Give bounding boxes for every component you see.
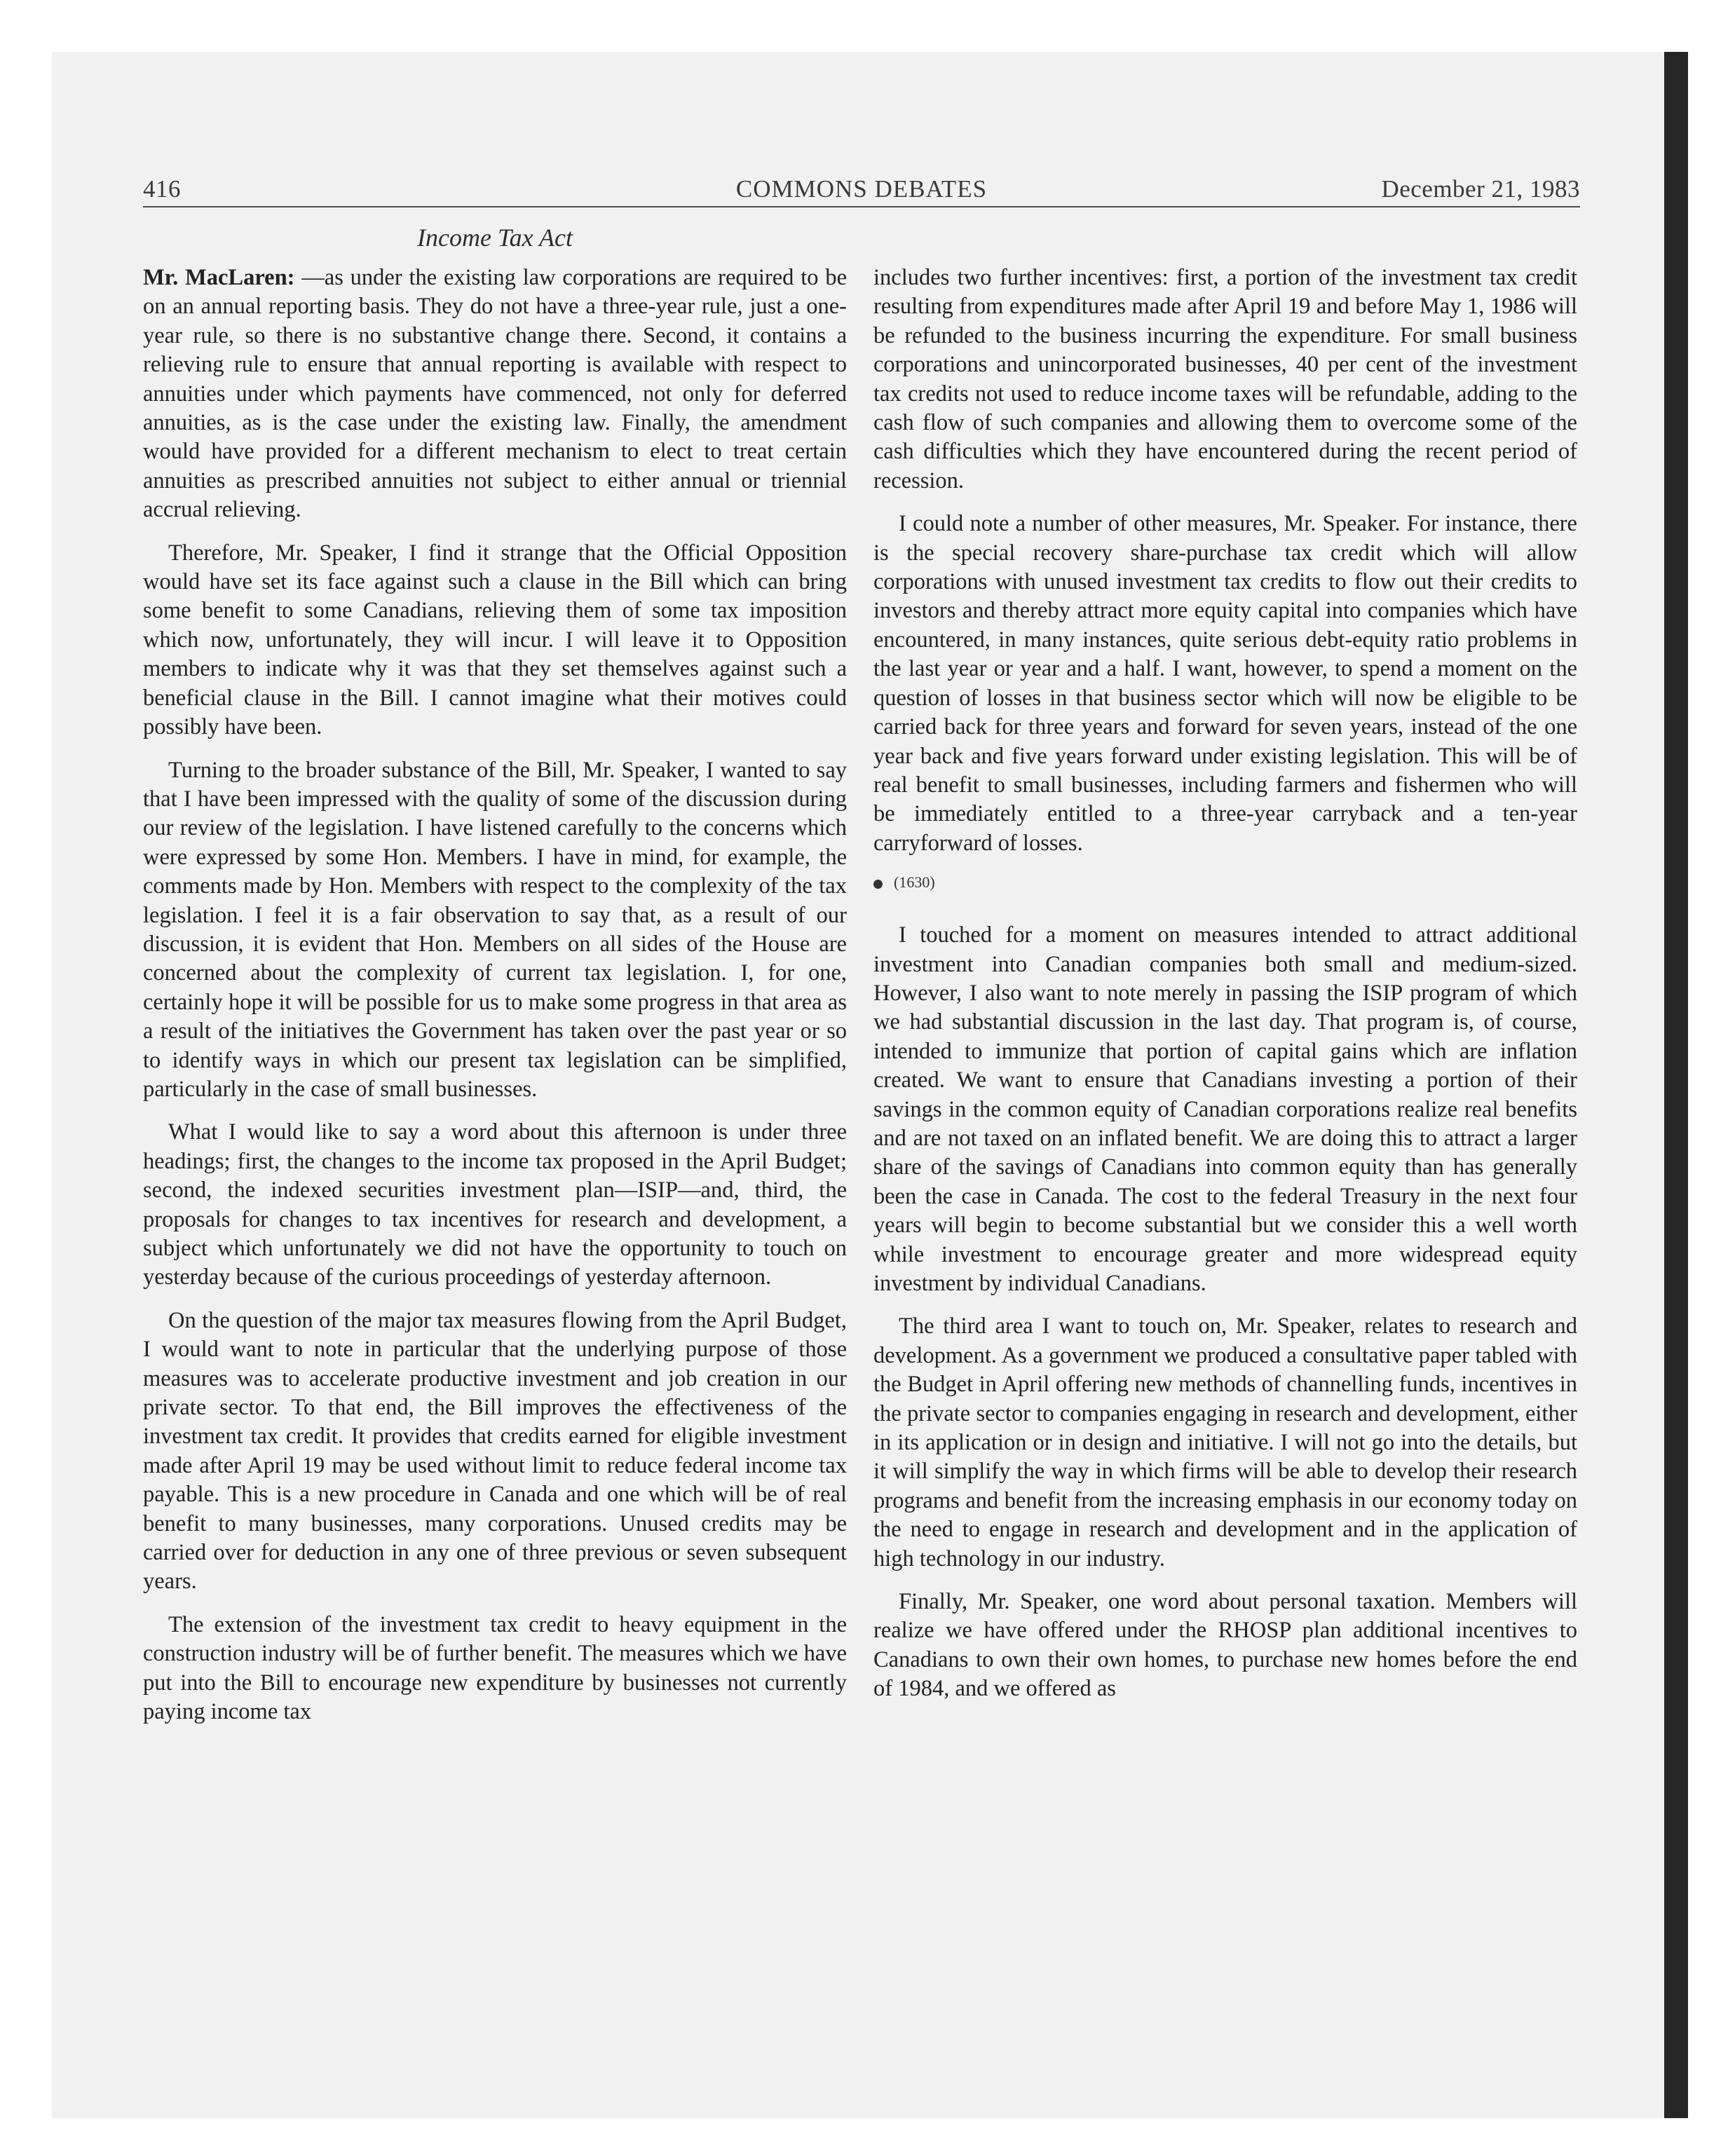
paragraph: What I would like to say a word about this afternoon is under three headings; first, the changes to the income tax proposed in the April Budget; second, the indexed securities investment plan—ISIP—and, third, the proposals for changes to tax incentives for research and development, a subject which unfortunately we did not have the opportunity to touch on yesterday because of the curious proceedings of yesterday afternoon. <box>143 1119 847 1290</box>
header-rule <box>143 206 1580 207</box>
paragraph: Finally, Mr. Speaker, one word about personal taxation. Members will realize we have offered under the RHOSP plan additional incentives to Canadians to own their own homes, to purchase new homes before the end of 1984, and we offered as <box>873 1589 1577 1702</box>
binding-edge <box>1664 52 1688 2118</box>
page-number: 416 <box>143 175 181 203</box>
paragraph: The third area I want to touch on, Mr. Speaker, relates to research and development. As a government we produced a consultative paper tabled with the Budget in April offering new methods of channelling funds, incentives in the private sector to companies engaging in research and development, either in its application or in design and initiative. I will not go into the details, but it will simplify the way in which firms will be able to develop their research programs and benefit from the increasing emphasis in our economy today on the need to engage in research and development and in the application of high technology in our industry. <box>873 1314 1577 1571</box>
paragraph-text: —as under the existing law corporations are required to be on an annual reporting basis. They do not have a three-year rule, just a one-year rule, so there is no substantive change there. Second, it contains a relieving rule to ensure that annual reporting is available with respect to annuities under which payments have commenced, not only for deferred annuities, as is the case under the existing law. Finally, the amendment would have provided for a different mechanism to elect to treat certain annuities as prescribed annuities not subject to either annual or triennial accrual relieving. <box>143 265 847 523</box>
paragraph: Turning to the broader substance of the Bill, Mr. Speaker, I wanted to say that I have been impressed with the quality of some of the discussion during our review of the legislation. I have listened carefully to the concerns which were expressed by some Hon. Members. I have in mind, for example, the comments made by Hon. Members with respect to the complexity of the tax legislation. I feel it is a fair observation to say that, as a result of our discussion, it is evident that Hon. Members on all sides of the House are concerned about the complexity of current tax legislation. I, for one, certainly hope it will be possible for us to make some progress in that area as a result of the initiatives the Government has taken over the past year or so to identify ways in which our present tax legislation can be simplified, particularly in the case of small businesses. <box>143 757 847 1102</box>
paragraph: On the question of the major tax measures flowing from the April Budget, I would want to note in particular that the underlying purpose of those measures was to accelerate productive investment and job creation in our private sector. To that end, the Bill improves the effectiveness of the investment tax credit. It provides that credits earned for eligible investment made after April 19 may be used without limit to reduce federal income tax payable. This is a new procedure in Canada and one which will be of real benefit to many businesses, many corporations. Unused credits may be carried over for deduction in any one of three previous or seven subsequent years. <box>143 1307 847 1595</box>
paragraph: includes two further incentives: first, a portion of the investment tax credit resulting from expenditures made after April 19 and before May 1, 1986 will be refunded to the business incurring the expenditure. For small business corporations and unincorporated businesses, 40 per cent of the investment tax credits not used to reduce income taxes will be refundable, adding to the cash flow of such companies and allowing them to overcome some of the cash difficulties which they have encountered during the recent period of recession. <box>873 265 1577 493</box>
paragraph: The extension of the investment tax credit to heavy equipment in the construction industry will be of further benefit. The measures which we have put into the Bill to encourage new expenditure by businesses not currently paying income tax <box>143 1611 847 1725</box>
paragraph: Therefore, Mr. Speaker, I find it strange that the Official Opposition would have set its face against such a clause in the Bill which can bring some benefit to some Canadians, relieving them of some tax imposition which now, unfortunately, they will incur. I will leave it to Opposition members to indicate why it was that they set themselves against such a beneficial clause in the Bill. I cannot imagine what their motives could possibly have been. <box>143 540 847 740</box>
running-title: Income Tax Act <box>417 224 573 252</box>
right-column <box>873 264 1577 1718</box>
speaker-name: Mr. MacLaren: <box>143 265 295 290</box>
bullet-icon <box>873 880 883 889</box>
page-date: December 21, 1983 <box>1381 175 1580 203</box>
page-header <box>143 175 1580 209</box>
time-marker <box>873 872 1577 893</box>
publication-title: COMMONS DEBATES <box>735 175 988 203</box>
paragraph <box>143 264 847 525</box>
paragraph: I could note a number of other measures, Mr. Speaker. For instance, there is the special recovery share-purchase tax credit which will allow corporations with unused investment tax credits to flow out their credits to investors and thereby attract more equity capital into companies which have encountered, in many instances, quite serious debt-equity ratio problems in the last year or year and a half. I want, however, to spend a moment on the question of losses in that business sector which will now be eligible to be carried back for three years and forward for seven years, instead of the one year back and five years forward under existing legislation. This will be of real benefit to small businesses, including farmers and fishermen who will be immediately entitled to a three-year carryback and a ten-year carryforward of losses. <box>873 511 1577 856</box>
paragraph: I touched for a moment on measures intended to attract additional investment into Canadian companies both small and medium-sized. However, I also want to note merely in passing the ISIP program of which we had substantial discussion in the last day. That program is, of course, intended to immunize that portion of capital gains which are inflation created. We want to ensure that Canadians investing a portion of their savings in the common equity of Canadian corporations realize real benefits and are not taxed on an inflated benefit. We are doing this to attract a larger share of the savings of Canadians into common equity than has generally been the case in Canada. The cost to the federal Treasury in the next four years will begin to become substantial but we consider this a well worth while investment to encourage greater and more widespread equity investment by individual Canadians. <box>873 922 1577 1296</box>
left-column <box>143 264 847 1741</box>
time-marker-text: (1630) <box>894 873 935 892</box>
